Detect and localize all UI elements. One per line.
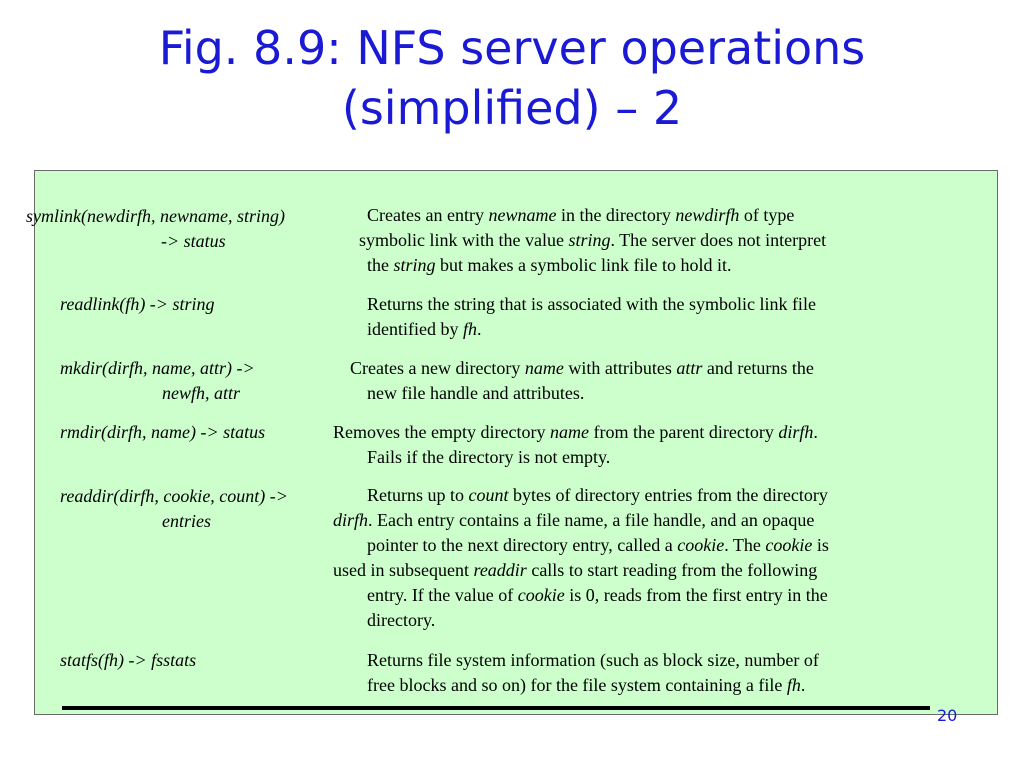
- italic-term: name: [549, 422, 589, 442]
- signature-line-1: readdir(dirfh, cookie, count) ->: [60, 486, 288, 506]
- italic-term: newname: [488, 205, 557, 225]
- signature-line-1: symlink(newdirfh, newname, string): [26, 206, 285, 226]
- description-line: pointer to the next directory entry, called a cookie. The cookie is: [367, 535, 829, 555]
- italic-term: dirfh: [778, 422, 814, 442]
- description-line: symbolic link with the value string. The server does not interpret: [359, 230, 827, 250]
- description-line: Returns up to count bytes of directory entries from the directory: [367, 485, 828, 505]
- description-line: Creates an entry newname in the directory newdirfh of type: [367, 205, 795, 225]
- description-line: Creates a new directory name with attributes attr and returns the: [350, 358, 814, 378]
- description-line: entry. If the value of cookie is 0, reads from the first entry in the: [367, 585, 828, 605]
- footer-rule: [62, 706, 930, 710]
- operation-signature-readlink: [60, 292, 214, 317]
- slide-title-line-1: Fig. 8.9: NFS server operations: [158, 21, 866, 75]
- signature-line-2: -> status: [161, 231, 226, 251]
- slide-title-line-2: (simplified) – 2: [341, 81, 683, 135]
- description-line: Removes the empty directory name from the parent directory dirfh.: [333, 422, 818, 442]
- signature-line-2: entries: [162, 511, 211, 531]
- signature-line-1: statfs(fh) -> fsstats: [60, 650, 197, 670]
- description-line: identified by fh.: [367, 319, 482, 339]
- description-line: Returns the string that is associated with the symbolic link file: [367, 294, 816, 314]
- description-line: dirfh. Each entry contains a file name, a file handle, and an opaque: [333, 510, 815, 530]
- description-line: used in subsequent readdir calls to start reading from the following: [333, 560, 818, 580]
- description-line: the string but makes a symbolic link file to hold it.: [367, 255, 732, 275]
- operation-description-rmdir: [333, 420, 953, 470]
- operation-signature-rmdir: [60, 420, 265, 445]
- italic-term: attr: [676, 358, 703, 378]
- operation-signature-statfs: [60, 648, 196, 673]
- signature-line-2: newfh, attr: [162, 383, 241, 403]
- italic-term: fh: [786, 675, 801, 695]
- description-line: new file handle and attributes.: [367, 383, 585, 403]
- italic-term: readdir: [473, 560, 527, 580]
- signature-line-1: readlink(fh) -> string: [60, 294, 215, 314]
- description-line: free blocks and so on) for the file system containing a file fh.: [367, 675, 806, 695]
- operation-signature-symlink: [26, 204, 285, 254]
- signature-line-1: rmdir(dirfh, name) -> status: [60, 422, 266, 442]
- italic-term: dirfh: [333, 510, 369, 530]
- italic-term: cookie: [517, 585, 565, 605]
- operation-description-symlink: [359, 203, 979, 278]
- italic-term: cookie: [677, 535, 725, 555]
- operation-description-mkdir: [350, 356, 970, 406]
- italic-term: newdirfh: [675, 205, 740, 225]
- italic-term: count: [468, 485, 509, 505]
- description-line: Returns file system information (such as block size, number of: [367, 650, 819, 670]
- operation-signature-mkdir: [60, 356, 255, 406]
- italic-term: name: [524, 358, 564, 378]
- operation-description-statfs: [359, 648, 979, 698]
- operation-description-readdir: [333, 483, 953, 633]
- italic-term: cookie: [765, 535, 813, 555]
- slide-title: [0, 18, 1024, 138]
- italic-term: fh: [462, 319, 477, 339]
- signature-line-1: mkdir(dirfh, name, attr) ->: [60, 358, 255, 378]
- operation-description-readlink: [359, 292, 979, 342]
- italic-term: string: [393, 255, 436, 275]
- operation-signature-readdir: [60, 484, 288, 534]
- italic-term: string: [568, 230, 611, 250]
- description-line: directory.: [367, 610, 436, 630]
- page-number: 20: [937, 706, 958, 722]
- description-line: Fails if the directory is not empty.: [367, 447, 611, 467]
